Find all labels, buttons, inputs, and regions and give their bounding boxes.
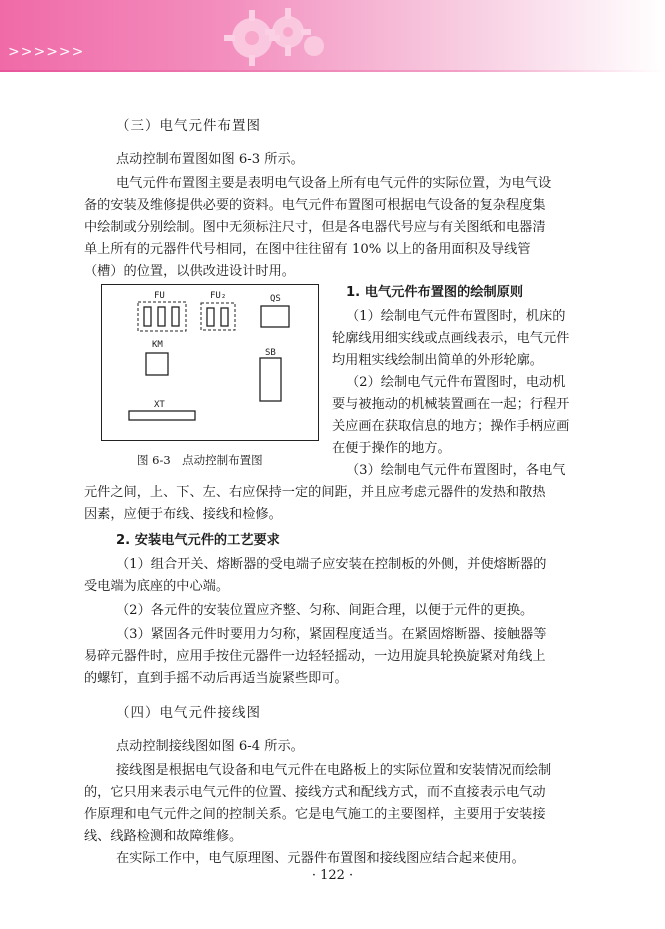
paragraph-line: （2）各元件的安装位置应齐整、匀称、间距合理，以便于元件的更换。 bbox=[116, 603, 534, 618]
paragraph-line: 的，它只用来表示电气元件的位置、接线方式和配线方式，而不直接表示电气动 bbox=[84, 785, 546, 800]
paragraph-line: 接线图是根据电气设备和电气元件在电路板上的实际位置和安装情况而绘制 bbox=[116, 763, 552, 778]
fu-label: FU bbox=[154, 291, 165, 301]
paragraph-line: 单上所有的元器件代号相同，在图中往往留有 10% 以上的备用面积及导线管 bbox=[84, 242, 531, 257]
paragraph-line: 在实际工作中，电气原理图、元器件布置图和接线图应结合起来使用。 bbox=[116, 851, 525, 866]
paragraph-line: （1）组合开关、熔断器的受电端子应安装在控制板的外侧，并使熔断器的 bbox=[116, 557, 547, 572]
km-label: KM bbox=[152, 340, 163, 350]
paragraph-line: 均用粗实线绘制出简单的外形轮廓。 bbox=[332, 353, 543, 368]
paragraph-line: 电气元件布置图主要是表明电气设备上所有电气元件的实际位置，为电气设 bbox=[116, 176, 552, 191]
paragraph-line: 中绘制或分别绘制。图中无须标注尺寸，但是各电器代号应与有关图纸和电器清 bbox=[84, 220, 546, 235]
xt-bar bbox=[129, 411, 195, 420]
fu-fuse-2 bbox=[158, 307, 165, 326]
paragraph-line: 的螺钉，直到手摇不动后再适当旋紧些即可。 bbox=[84, 671, 348, 686]
paragraph-line: 因素，应便于布线、接线和检修。 bbox=[84, 507, 282, 522]
gear-decoration-icon bbox=[222, 4, 332, 68]
section-heading: （三）电气元件布置图 bbox=[116, 118, 261, 134]
layout-figure bbox=[101, 284, 319, 441]
paragraph: 点动控制接线图如图 6-4 所示。 bbox=[116, 739, 304, 754]
xt-label: XT bbox=[154, 400, 165, 410]
paragraph-line: 关应画在获取信息的地方；操作手柄应画 bbox=[332, 419, 570, 434]
paragraph-line: 元件之间，上、下、左、右应保持一定的间距，并且应考虑元器件的发热和散热 bbox=[84, 485, 546, 500]
paragraph-line: 线、线路检测和故障维修。 bbox=[84, 829, 243, 844]
paragraph-line: （槽）的位置，以供改进设计时用。 bbox=[84, 264, 295, 279]
section-heading: （四）电气元件接线图 bbox=[116, 705, 261, 721]
fu2-label: FU₂ bbox=[210, 291, 227, 301]
fu-fuse-1 bbox=[144, 307, 151, 326]
sb-label: SB bbox=[265, 348, 276, 358]
paragraph-line: （3）紧固各元件时要用力匀称，紧固程度适当。在紧固熔断器、接触器等 bbox=[116, 627, 547, 642]
paragraph-line: （2）绘制电气元件布置图时，电动机 bbox=[346, 375, 566, 390]
header-rule bbox=[0, 70, 665, 72]
header-band bbox=[0, 0, 665, 70]
paragraph-line: （1）绘制电气元件布置图时，机床的 bbox=[346, 309, 566, 324]
km-box bbox=[146, 353, 168, 375]
paragraph-line: 轮廓线用细实线或点画线表示，电气元件 bbox=[332, 331, 570, 346]
qs-box bbox=[261, 306, 289, 327]
paragraph-line: 在便于操作的地方。 bbox=[332, 441, 451, 456]
paragraph: 点动控制布置图如图 6-3 所示。 bbox=[116, 152, 304, 167]
paragraph-line: 作原理和电气元件之间的控制关系。它是电气施工的主要图样，主要用于安装接 bbox=[84, 807, 546, 822]
header-chevrons: >>>>>> bbox=[8, 44, 85, 60]
paragraph-line: 要与被拖动的机械装置画在一起；行程开 bbox=[332, 397, 570, 412]
fu-fuse-3 bbox=[172, 307, 179, 326]
subsection-title: 1. 电气元件布置图的绘制原则 bbox=[346, 285, 524, 300]
qs-label: QS bbox=[270, 294, 281, 304]
fu2-dashed-frame bbox=[201, 303, 235, 330]
paragraph-line: 受电端为底座的中心端。 bbox=[84, 579, 230, 594]
fu2-fuse-1 bbox=[207, 308, 214, 326]
paragraph-line: 备的安装及维修提供必要的资料。电气元件布置图可根据电气设备的复杂程度集 bbox=[84, 198, 546, 213]
paragraph-line: （3）绘制电气元件布置图时，各电气 bbox=[346, 463, 566, 478]
layout-diagram bbox=[102, 285, 318, 440]
page-number: · 122 · bbox=[311, 868, 354, 883]
paragraph-line: 易碎元器件时，应用手按住元器件一边轻轻摇动，一边用旋具轮换旋紧对角线上 bbox=[84, 649, 546, 664]
fu2-fuse-2 bbox=[221, 308, 228, 326]
figure-caption: 图 6-3 点动控制布置图 bbox=[137, 453, 263, 467]
sb-box bbox=[260, 358, 281, 401]
subsection-title: 2. 安装电气元件的工艺要求 bbox=[116, 533, 280, 548]
